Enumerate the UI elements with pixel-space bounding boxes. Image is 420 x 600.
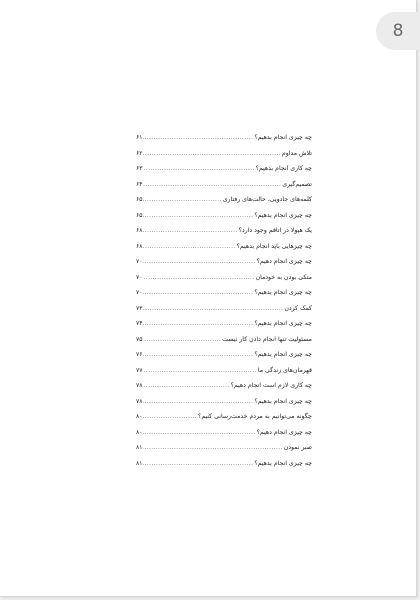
toc-entry[interactable] (136, 196, 312, 212)
toc-entry-title: تلاش مداوم (281, 149, 312, 157)
toc-entry[interactable] (136, 444, 312, 460)
toc-dot-leader (143, 243, 235, 250)
toc-entry-page-number: ۶۵ (136, 211, 143, 219)
toc-entry-title: چه چیزی انجام بدهیم؟ (254, 351, 312, 358)
toc-entry[interactable] (136, 212, 312, 228)
toc-dot-leader (143, 367, 256, 374)
toc-entry[interactable] (136, 181, 312, 197)
page-number-badge: 8 (376, 12, 420, 50)
toc-entry[interactable] (136, 305, 312, 321)
toc-entry-page-number: ۷۰ (136, 273, 143, 281)
toc-entry[interactable] (136, 134, 312, 150)
toc-dot-leader (143, 227, 237, 234)
toc-entry-page-number: ۷۸ (136, 397, 143, 405)
toc-dot-leader (143, 382, 229, 389)
toc-entry-page-number: ۸۱ (136, 459, 143, 467)
toc-entry-page-number: ۶۸ (136, 227, 143, 234)
toc-entry[interactable] (136, 413, 312, 429)
toc-entry[interactable] (136, 382, 312, 398)
toc-entry-page-number: ۶۸ (136, 242, 143, 250)
toc-dot-leader (143, 444, 282, 451)
toc-entry-page-number: ۷۸ (136, 382, 143, 389)
toc-entry-page-number: ۷۶ (136, 351, 143, 358)
toc-entry[interactable] (136, 289, 312, 305)
toc-entry[interactable] (136, 367, 312, 383)
toc-entry-title: کمک کردن (284, 304, 312, 312)
toc-entry[interactable] (136, 165, 312, 181)
toc-dot-leader (143, 351, 253, 358)
toc-entry-page-number: ۸۰ (136, 428, 143, 436)
toc-entry-title: چه کاری لازم است انجام دهیم؟ (230, 382, 312, 389)
toc-entry-page-number: ۶۳ (136, 165, 143, 172)
toc-entry-title: صبر نمودن (283, 444, 312, 451)
toc-entry-title: یک هیولا در اتاقم وجود دارد؟ (238, 227, 312, 234)
toc-entry-title: چه چیزی انجام بدهیم؟ (254, 459, 312, 467)
toc-entry[interactable] (136, 336, 312, 352)
toc-dot-leader (143, 398, 253, 405)
toc-entry-title: چه چیزی انجام دهیم؟ (256, 428, 312, 436)
toc-entry[interactable] (136, 227, 312, 243)
toc-dot-leader (143, 150, 281, 157)
toc-entry-page-number: ۶۴ (136, 180, 143, 188)
toc-entry-title: کلمه‌های جادویی، حالت‌های رفتاری (222, 196, 312, 203)
toc-entry-title: چه کاری انجام بدهیم؟ (255, 165, 312, 172)
toc-dot-leader (143, 336, 221, 343)
toc-entry-page-number: ۸۰ (136, 413, 143, 420)
toc-entry-page-number: ۷۰ (136, 258, 143, 265)
toc-entry[interactable] (136, 398, 312, 414)
toc-entry-title: چه چیزهایی باید انجام بدهیم؟ (236, 242, 312, 250)
toc-entry-page-number: ۷۰ (136, 289, 143, 296)
toc-dot-leader (143, 181, 281, 188)
toc-entry[interactable] (136, 460, 312, 476)
toc-entry-title: چه چیزی انجام بدهیم؟ (254, 397, 312, 405)
toc-entry-title: چه چیزی انجام بدهیم؟ (254, 289, 312, 296)
toc-entry[interactable] (136, 150, 312, 166)
toc-entry[interactable] (136, 351, 312, 367)
toc-entry-title: چه چیزی انجام بدهیم؟ (254, 211, 312, 219)
toc-entry-page-number: ۷۵ (136, 335, 143, 343)
toc-entry[interactable] (136, 274, 312, 290)
toc-dot-leader (143, 196, 221, 203)
toc-dot-leader (143, 460, 253, 467)
toc-entry-title: چگونه می‌توانیم به مردم خدمت‌رسانی کنیم؟ (198, 413, 312, 420)
toc-entry-page-number: ۷۳ (136, 304, 143, 312)
toc-entry[interactable] (136, 243, 312, 259)
toc-entry-title: چه چیزی انجام دهیم؟ (256, 258, 312, 265)
toc-entry-title: متکی بودن به خودمان (255, 273, 312, 281)
toc-entry-title: چه چیزی انجام بدهیم؟ (254, 320, 312, 327)
toc-dot-leader (143, 305, 283, 312)
toc-dot-leader (143, 165, 254, 172)
toc-dot-leader (143, 413, 197, 420)
toc-entry[interactable] (136, 320, 312, 336)
toc-entry-page-number: ۶۱ (136, 134, 143, 141)
toc-entry[interactable] (136, 258, 312, 274)
toc-entry[interactable] (136, 429, 312, 445)
toc-dot-leader (143, 320, 253, 327)
toc-dot-leader (143, 289, 253, 296)
toc-entry-title: چه چیزی انجام بدهیم؟ (254, 134, 312, 141)
table-of-contents (136, 134, 312, 475)
toc-dot-leader (143, 274, 254, 281)
toc-dot-leader (143, 134, 253, 141)
toc-entry-page-number: ۸۱ (136, 444, 143, 451)
toc-entry-page-number: ۶۲ (136, 149, 143, 157)
toc-entry-title: تصمیم‌گیری (282, 180, 312, 188)
toc-entry-title: قهرمان‌های زندگی ما (257, 366, 312, 374)
toc-entry-title: مسئولیت تنها انجام دادن کار نیست (222, 335, 312, 343)
toc-entry-page-number: ۷۴ (136, 320, 143, 327)
toc-dot-leader (143, 429, 255, 436)
toc-dot-leader (143, 258, 255, 265)
toc-dot-leader (143, 212, 253, 219)
toc-entry-page-number: ۶۵ (136, 196, 143, 203)
toc-entry-page-number: ۷۷ (136, 366, 143, 374)
